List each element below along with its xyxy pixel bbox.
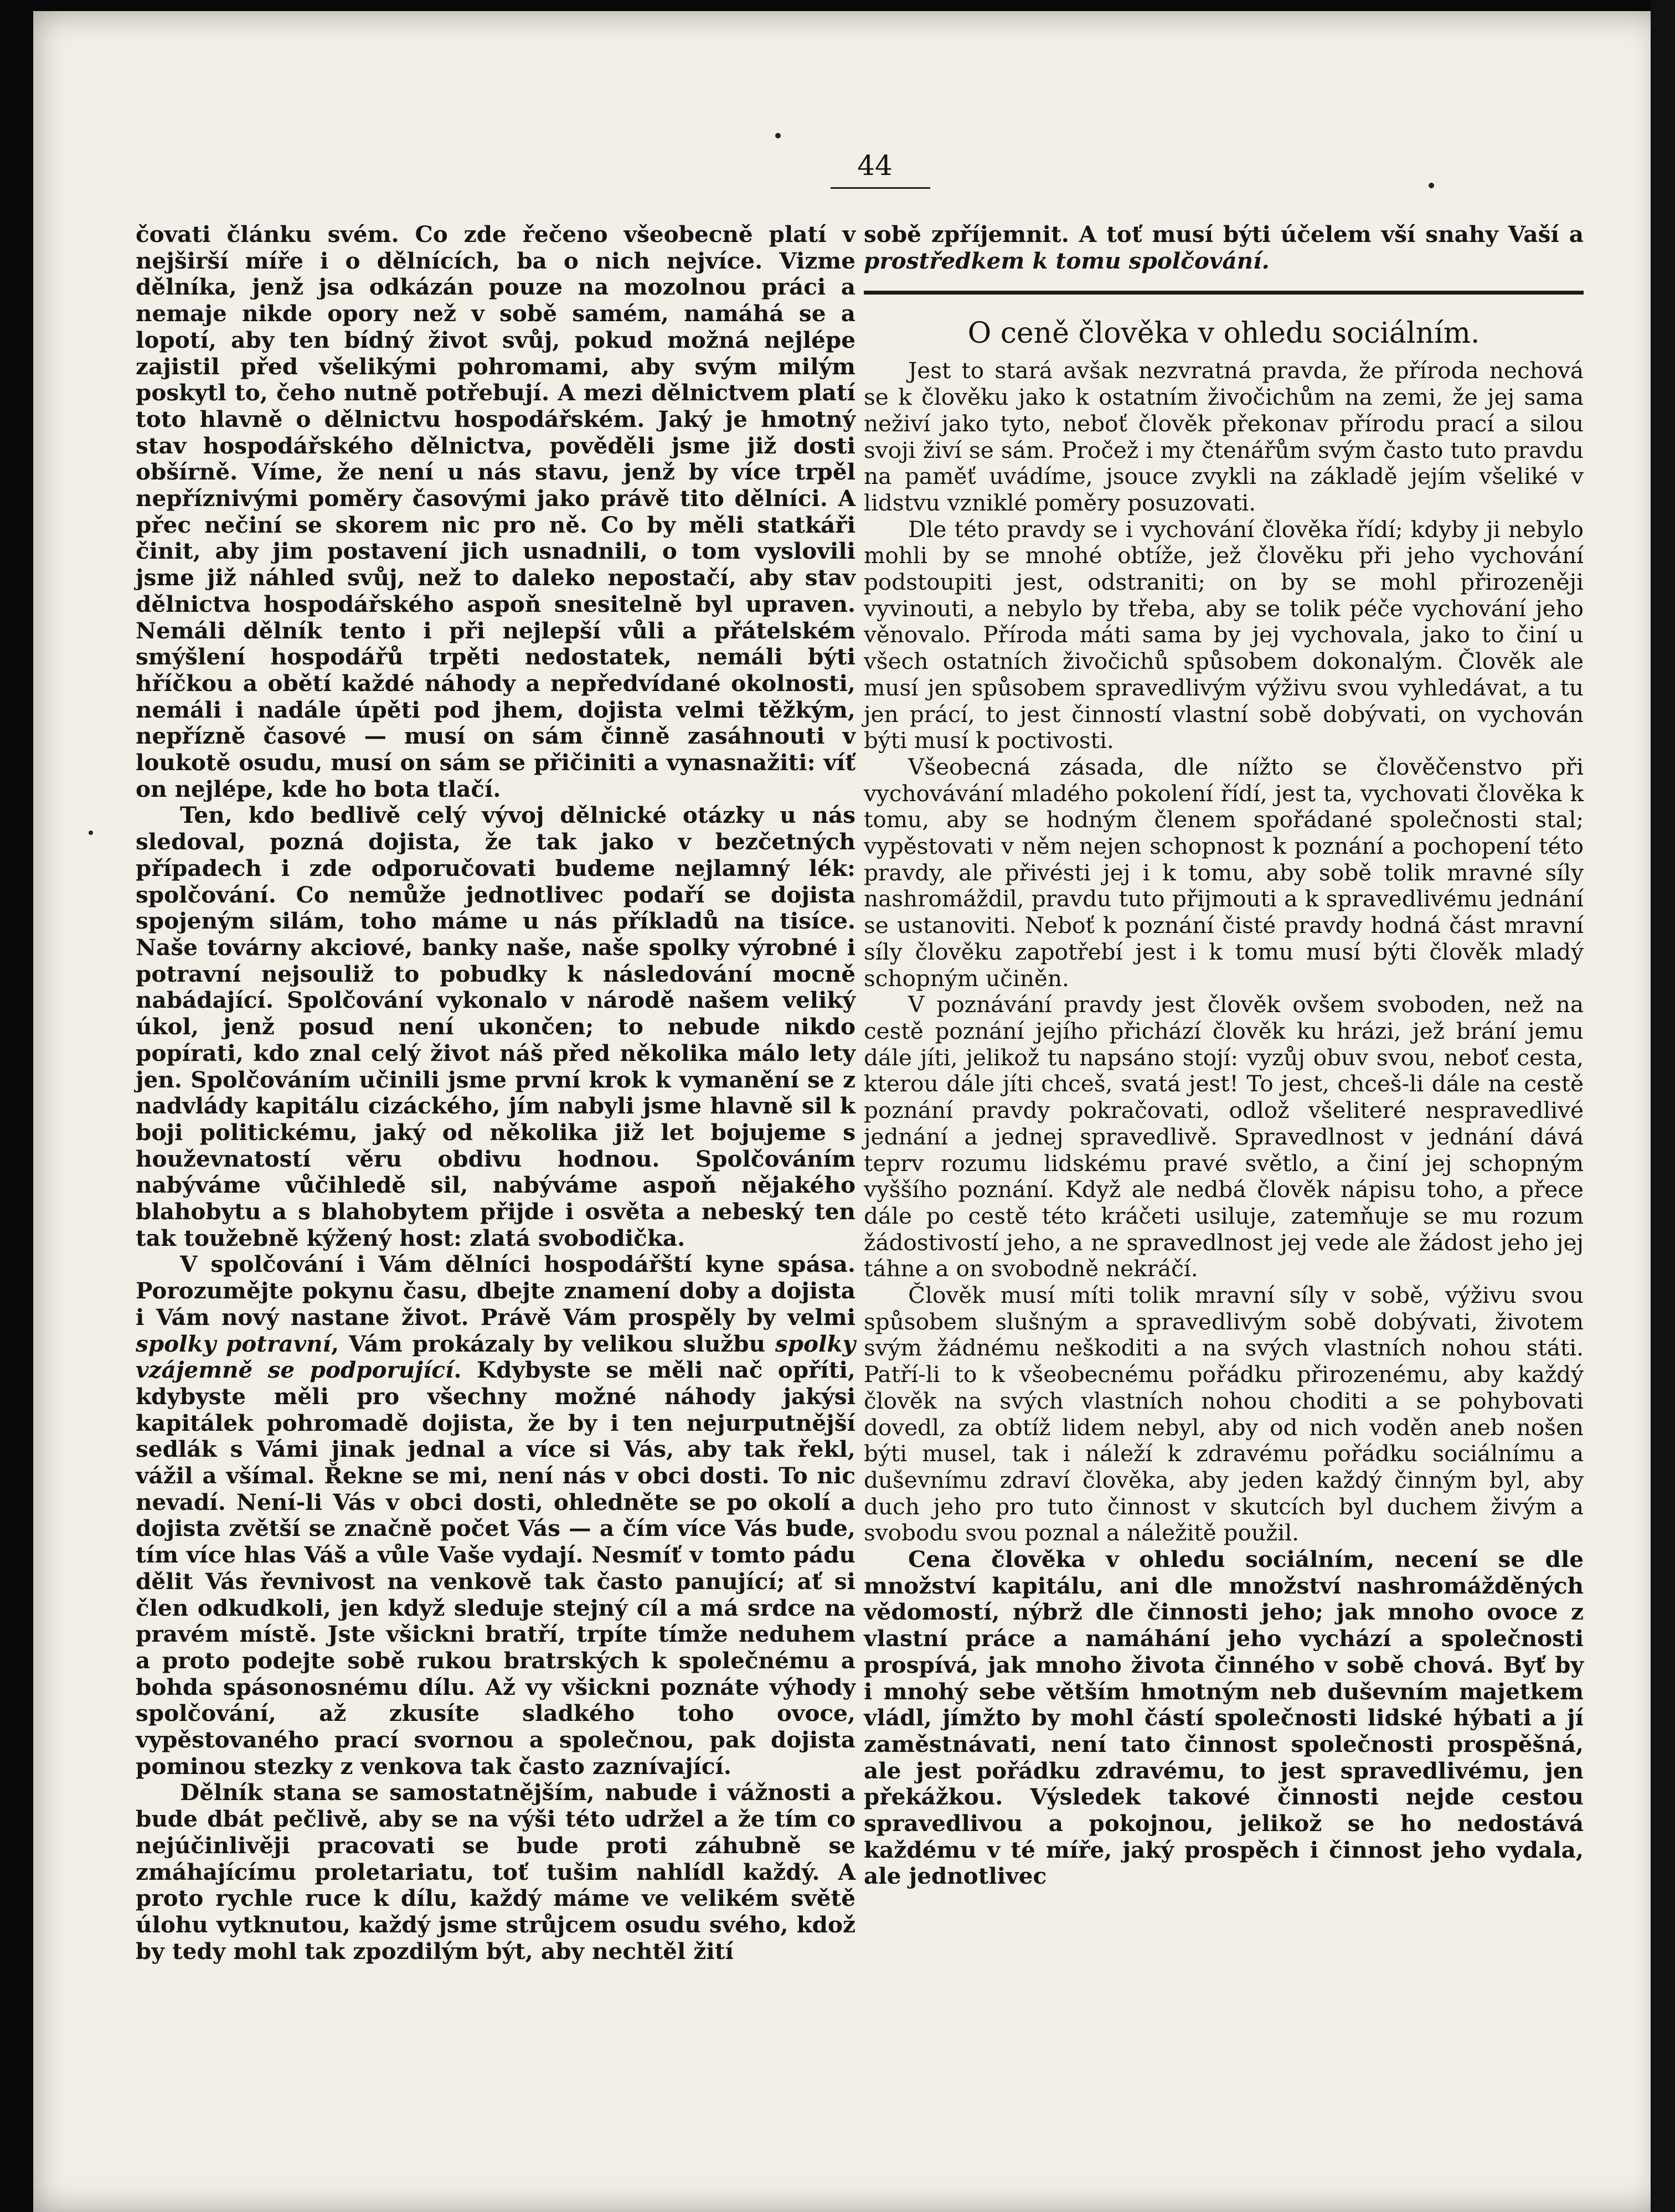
emphasis-text: spolky vzájemně se podporující bbox=[136, 1330, 855, 1384]
right-paragraph: Dle této pravdy se i vychování člověka řídí; kdyby ji nebylo mohli by se mnohé obtíže, jež člověku při jeho vychování podstoupiti jest, odstraniti; on by se mohl přirozeněji vyvinouti, a nebylo by třeba, aby se tolik péče vychování jeho věnovalo. Příroda máti sama by jej vychovala, jako to činí u všech ostatních živočichů spůsobem dokonalým. Člověk ale musí jen spůsobem spravedlivým výživu svou vyhledávat, a tu jen prácí, to jest činností vlastní sobě dobývati, on vychován býti musí k poctivosti. bbox=[864, 515, 1584, 754]
emphasis-text: prostředkem k tomu spolčování. bbox=[864, 247, 1270, 274]
page-number-underline bbox=[831, 187, 930, 189]
scan-edge bbox=[1651, 0, 1675, 2212]
left-paragraph: Ten, kdo bedlivě celý vývoj dělnické otázky u nás sledoval, pozná dojista, že tak jako v bezčetných případech i zde odporučovati budeme nejlamný lék: spolčování. Co nemůže jednotlivec podaří se dojista spojeným silám, toho máme u nás příkladů na tisíce. Naše továrny akciové, banky naše, naše spolky výrobné i potravní nejsouliž to pobudky k následování mocně nabádající. Spolčování vykonalo v národě našem veliký úkol, jenž posud není ukončen; to nebude nikdo popírati, kdo znal celý život náš před několika málo lety jen. Spolčováním učinili jsme první krok k vymanění se z nadvlády kapitálu cizáckého, jím nabyli jsme hlavně sil k boji politickému, jaký od několika již let bojujeme s houževnatostí věru obdivu hodnou. Spolčováním nabýváme vůčihledě sil, nabýváme aspoň nějakého blahobytu a s blahobytem přijde i osvěta a nebeský ten tak toužebně kýžený host: zlatá svobodička. bbox=[136, 802, 855, 1251]
right-intro: sobě zpříjemnit. A toť musí býti účelem vší snahy Vaší a prostředkem k tomu spolčování. bbox=[864, 221, 1584, 274]
left-column bbox=[136, 221, 855, 1964]
right-paragraph: V poznávání pravdy jest člověk ovšem svoboden, než na cestě poznání jejího přichází člověk ku hrázi, jež brání jemu dále jíti, jelikož tu napsáno stojí: vyzůj obuv svou, neboť cesta, kterou dále jíti chceš, svatá jest! To jest, chceš-li dále na cestě poznání pravdy pokračovati, odlož všeliteré nespravedlivé jednání a jednej spravedlivě. Spravedlnost v jednání dává teprv rozumu lidskému pravé světlo, a činí jej schopným vyššího poznání. Když ale nedbá člověk nápisu toho, a přece dále po cestě této kráčeti usiluje, zatemňuje se mu rozum žádostivostí jeho, a ne spravedlnost jej vede ale žádost jeho jej táhne a on svobodně nekráčí. bbox=[864, 991, 1584, 1282]
section-heading: O ceně člověka v ohledu sociálním. bbox=[967, 317, 1480, 350]
right-paragraph: Všeobecná zásada, dle nížto se člověčenstvo při vychovávání mladého pokolení řídí, jest ta, vychovati člověka k tomu, aby se hodným členem spořádané společnosti stal; vypěstovati v něm nejen schopnost k poznání a pochopení této pravdy, ale přivésti jej i k tomu, aby sobě tolik mravné síly nashromáždil, pravdu tuto přijmouti a k spravedlivému jednání se ustanoviti. Neboť k poznání čisté pravdy hodná část mravní síly člověku zapotřebí jest i k tomu musí býti člověk mladý schopným učiněn. bbox=[864, 753, 1584, 992]
right-paragraph: Člověk musí míti tolik mravní síly v sobě, výživu svou spůsobem slušným a spravedlivým sobě dobývati, životem svým žádnému neškoditi a na svých vlastních nohou státi. Patří-li to k všeobecnému pořádku přirozenému, aby každý člověk na svých vlastních nohou choditi a se pohybovati dovedl, za obtíž lidem nebyl, aby od nich voděn aneb nošen býti musel, tak i náleží k zdravému pořádku sociálnímu a duševnímu zdraví člověka, aby jeden každý činným byl, aby duch jeho pro tuto činnost v skutcích byl duchem živým a svobodu svou poznal a náležitě použil. bbox=[864, 1282, 1584, 1546]
left-paragraph: V spolčování i Vám dělníci hospodářští kyne spása. Porozumějte pokynu času, dbejte znamení doby a dojista i Vám nový nastane život. Právě Vám prospěly by velmi spolky potravní, Vám prokázaly by velikou službu spolky vzájemně se podporující. Kdybyste se měli nač opříti, kdybyste měli pro všechny možné náhody jakýsi kapitálek pohromadě dojista, že by i ten nejurputnější sedlák s Vámi jinak jednal a více si Vás, aby tak řekl, vážil a všímal. Řekne se mi, není nás v obci dosti. To nic nevadí. Není-li Vás v obci dosti, ohledněte se po okolí a dojista zvětší se značně počet Vás — a čím více Vás bude, tím více hlas Váš a vůle Vaše vydají. Nesmíť v tomto pádu dělit Vás řevnivost na venkově tak často panující; ať si člen odkudkoli, jen když sleduje stejný cíl a má srdce na pravém místě. Jste všickni bratří, trpíte tímže neduhem a proto podejte sobě rukou bratrských k společnému a bohda spásonosnému dílu. Až vy všickni poznáte výhody spolčování, až zkusíte sladkého toho ovoce, vypěstovaného prací svornou a společnou, pak dojista pominou stezky z venkova tak často zaznívající. bbox=[136, 1251, 855, 1780]
right-paragraph: Cena člověka v ohledu sociálním, necení se dle množství kapitálu, ani dle množství nashromážděných vědomostí, nýbrž dle činnosti jeho; jak mnoho ovoce z vlastní práce a namáhání jeho vychází a společnosti prospívá, jak mnoho života činného v sobě chová. Byť by i mnohý sebe větším hmotným neb duševním majetkem vládl, jímžto by mohl částí společnosti lidské hýbati a jí zaměstnávati, není tato činnost společnosti prospěšná, ale jest pořádku zdravému, to jest spravedlivému, jen překážkou. Výsledek takové činnosti nejde cestou spravedlivou a pokojnou, jelikož se ho nedostává každému v té míře, jaký prospěch i činnost jeho vydala, ale jednotlivec bbox=[864, 1546, 1584, 1890]
right-paragraph: Jest to stará avšak nezvratná pravda, že příroda nechová se k člověku jako k ostatním živočichům na zemi, že jej sama neživí jako tyto, neboť člověk překonav přírodu prací a silou svoji živí se sám. Pročež i my čtenářům svým často tuto pravdu na paměť uvádíme, jsouce zvykli na základě jejím všeliké v lidstvu vzniklé poměry posuzovati. bbox=[864, 357, 1584, 516]
right-column bbox=[864, 221, 1584, 1890]
scan-speck bbox=[775, 133, 781, 138]
scan-speck bbox=[1429, 183, 1434, 188]
left-paragraph: Dělník stana se samostatnějším, nabude i vážnosti a bude dbát pečlivě, aby se na výši této udržel a že tím co nejúčinlivěji pracovati se bude proti záhubně se zmáhajícímu proletariatu, toť tušim nahlídl každý. A proto rychle ruce k dílu, každý máme ve velikém světě úlohu vytknutou, každý jsme strůjcem osudu svého, kdož by tedy mohl tak zpozdilým být, aby nechtěl žití bbox=[136, 1779, 855, 1964]
page-number: 44 bbox=[857, 149, 893, 182]
scan-speck bbox=[89, 831, 93, 835]
left-paragraph: čovati článku svém. Co zde řečeno všeobecně platí v nejširší míře i o dělnících, ba o nich nejvíce. Vizme dělníka, jenž jsa odkázán pouze na mozolnou práci a nemaje nikde opory než v sobě samém, namáhá se a lopotí, aby ten bídný život svůj, pokud možná nejlépe zajistil před všelikými pohromami, aby svým milým poskytl to, čeho nutně potřebují. A mezi dělnictvem platí toto hlavně o dělnictvu hospodářském. Jaký je hmotný stav hospodářského dělnictva, pověděli jsme již dosti obšírně. Víme, že není u nás stavu, jenž by více trpěl nepříznivými poměry časovými jako právě tito dělníci. A přec nečiní se skorem nic pro ně. Co by měli statkáři činit, aby jim postavení jich usnadnili, o tom vyslovili jsme již náhled svůj, než to daleko nepostačí, aby stav dělnictva hospodářského aspoň snesitelně byl upraven. Nemáli dělník tento i při nejlepší vůli a přátelském smýšlení hospodářů trpěti nedostatek, nemáli býti hříčkou a obětí každé náhody a nepředvídané okolnosti, nemáli i nadále úpěti pod jhem, dojista velmi těžkým, nepřízně časové — musí on sám činně zasáhnouti v loukotě osudu, musí on sám se přičiniti a vynasnažiti: víť on nejlépe, kde ho bota tlačí. bbox=[136, 221, 855, 802]
section-divider bbox=[864, 291, 1584, 295]
emphasis-text: spolky potravní bbox=[136, 1330, 331, 1357]
